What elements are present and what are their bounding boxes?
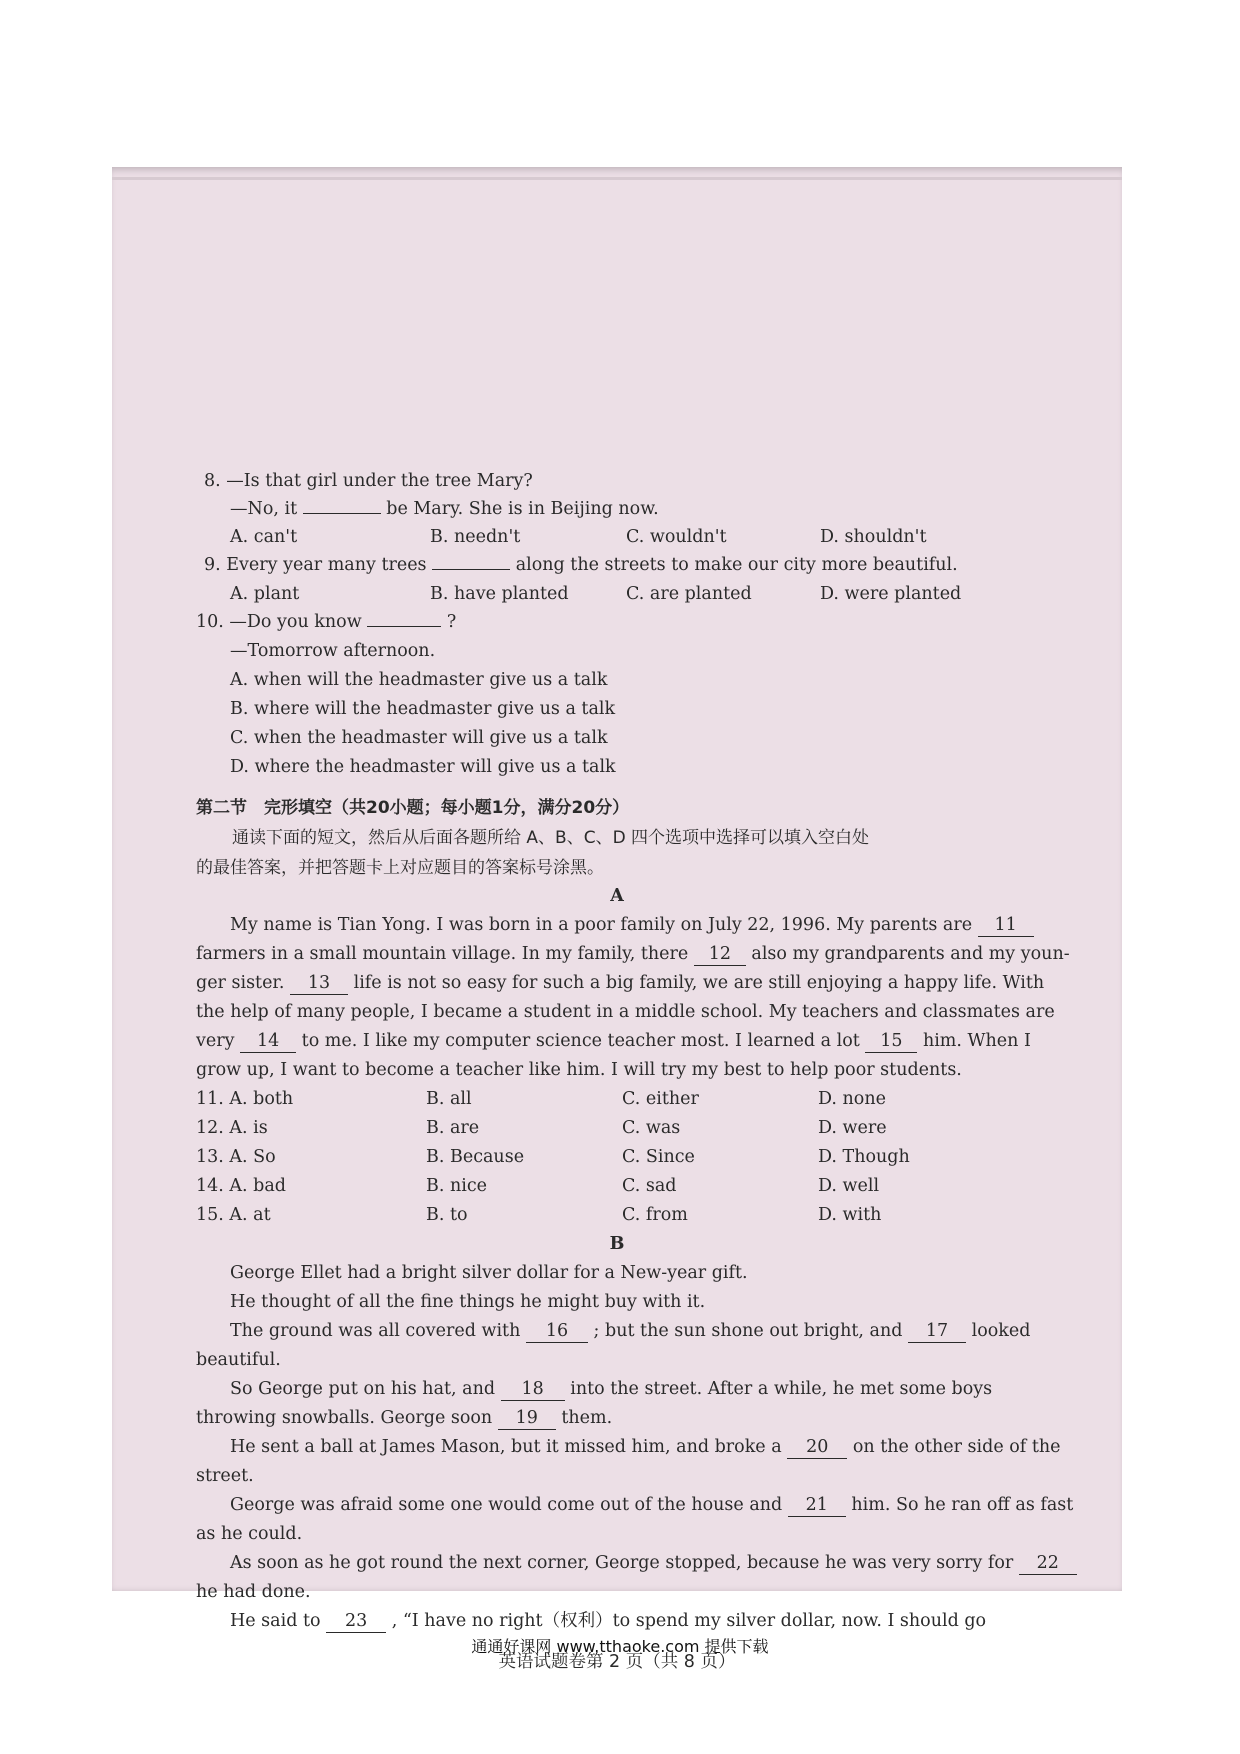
passage-b-p7: [230, 1552, 1077, 1575]
q10-option-c: C. when the headmaster will give us a talk: [230, 728, 608, 748]
passage-b-text: He sent a ball at James Mason, but it missed him, and broke a: [230, 1437, 782, 1457]
passage-b-p7-cont: he had done.: [196, 1582, 311, 1602]
blank-20: 20: [787, 1436, 847, 1459]
passage-b-text: them.: [561, 1408, 613, 1428]
choice-15-b: B. to: [426, 1205, 468, 1225]
passage-a-line-4: the help of many people, I became a student in a middle school. My teachers and classmates are: [196, 1002, 1055, 1022]
passage-a-line-1: [230, 914, 1034, 937]
q8-option-a: A. can't: [230, 527, 298, 547]
blank-11: 11: [978, 914, 1034, 937]
choice-14-d: D. well: [818, 1176, 880, 1196]
q8-answer-post: be Mary. She is in Beijing now.: [386, 499, 659, 519]
choice-11-a: 11. A. both: [196, 1089, 294, 1109]
q9-option-c: C. are planted: [626, 584, 752, 604]
passage-a-text: ger sister.: [196, 973, 285, 993]
passage-b-text: So George put on his hat, and: [230, 1379, 496, 1399]
passage-a-text: farmers in a small mountain village. In my family, there: [196, 944, 689, 964]
choice-14-c: C. sad: [622, 1176, 677, 1196]
passage-a-text: to me. I like my computer science teacher most. I learned a lot: [301, 1031, 860, 1051]
passage-b-p5: [230, 1436, 1060, 1459]
passage-a-line-6: grow up, I want to become a teacher like him. I will try my best to help poor students.: [196, 1060, 962, 1080]
passage-b-p3: [230, 1320, 1030, 1343]
q10-answer: —Tomorrow afternoon.: [230, 641, 436, 661]
q8-option-b: B. needn't: [430, 527, 521, 547]
choice-12-a: 12. A. is: [196, 1118, 268, 1138]
q8-stem: 8. —Is that girl under the tree Mary?: [204, 471, 533, 491]
blank-15: 15: [865, 1030, 917, 1053]
blank-23: 23: [326, 1610, 386, 1633]
q8-answer-line: [230, 498, 659, 520]
passage-b-text: into the street. After a while, he met some boys: [570, 1379, 993, 1399]
blank-16: 16: [526, 1320, 588, 1343]
choice-13-c: C. Since: [622, 1147, 695, 1167]
passage-b-p5-cont: street.: [196, 1466, 254, 1486]
choice-14-b: B. nice: [426, 1176, 488, 1196]
q9-blank: [432, 569, 510, 570]
choice-13-a: 13. A. So: [196, 1147, 276, 1167]
passage-b-p6-cont: as he could.: [196, 1524, 303, 1544]
passage-b-text: As soon as he got round the next corner, George stopped, because he was very sorry for: [230, 1553, 1014, 1573]
choice-12-c: C. was: [622, 1118, 681, 1138]
q9-stem-pre: 9. Every year many trees: [204, 555, 427, 575]
passage-a-line-2: [196, 943, 1070, 966]
q8-option-d: D. shouldn't: [820, 527, 927, 547]
choice-11-c: C. either: [622, 1089, 699, 1109]
choice-13-d: D. Though: [818, 1147, 910, 1167]
passage-b-p4: [230, 1378, 992, 1401]
passage-a-label: A: [610, 886, 624, 906]
q10-stem: [196, 611, 456, 633]
choice-15-a: 15. A. at: [196, 1205, 271, 1225]
q10-stem-pre: 10. —Do you know: [196, 612, 362, 632]
page-number-footer: 英语试题卷第 2 页（共 8 页）: [498, 1652, 736, 1672]
passage-b-text: him. So he ran off as fast: [851, 1495, 1074, 1515]
blank-13: 13: [290, 972, 348, 995]
passage-b-text: He said to: [230, 1611, 321, 1631]
q9-option-b: B. have planted: [430, 584, 569, 604]
blank-19: 19: [498, 1407, 556, 1430]
q9-stem: [204, 554, 958, 576]
passage-a-text: life is not so easy for such a big family, we are still enjoying a happy life. With: [353, 973, 1045, 993]
passage-a-text: very: [196, 1031, 235, 1051]
q10-option-a: A. when will the headmaster give us a talk: [230, 670, 608, 690]
q8-blank: [303, 513, 381, 514]
blank-21: 21: [788, 1494, 846, 1517]
q8-option-c: C. wouldn't: [626, 527, 727, 547]
passage-b-p8: [230, 1610, 986, 1633]
choice-12-b: B. are: [426, 1118, 480, 1138]
passage-a-text: My name is Tian Yong. I was born in a poor family on July 22, 1996. My parents are: [230, 915, 973, 935]
q9-option-a: A. plant: [230, 584, 300, 604]
section2-instructions-1: 通读下面的短文，然后从后面各题所给 A、B、C、D 四个选项中选择可以填入空白处: [232, 828, 870, 848]
q10-stem-post: ?: [446, 612, 457, 632]
q10-blank: [367, 626, 441, 627]
passage-b-text: looked: [971, 1321, 1031, 1341]
passage-b-label: B: [609, 1234, 625, 1254]
blank-12: 12: [694, 943, 746, 966]
blank-22: 22: [1019, 1552, 1077, 1575]
choice-11-d: D. none: [818, 1089, 886, 1109]
choice-15-d: D. with: [818, 1205, 882, 1225]
blank-18: 18: [501, 1378, 565, 1401]
q9-stem-post: along the streets to make our city more beautiful.: [515, 555, 958, 575]
choice-15-c: C. from: [622, 1205, 688, 1225]
section2-instructions-2: 的最佳答案，并把答题卡上对应题目的答案标号涂黑。: [196, 858, 604, 878]
passage-b-p6: [230, 1494, 1073, 1517]
choice-12-d: D. were: [818, 1118, 887, 1138]
choice-14-a: 14. A. bad: [196, 1176, 286, 1196]
choice-11-b: B. all: [426, 1089, 472, 1109]
passage-b-text: throwing snowballs. George soon: [196, 1408, 493, 1428]
passage-a-line-3: [196, 972, 1044, 995]
choice-13-b: B. Because: [426, 1147, 525, 1167]
blank-14: 14: [240, 1030, 296, 1053]
passage-a-text: him. When I: [922, 1031, 1031, 1051]
passage-b-text: The ground was all covered with: [230, 1321, 521, 1341]
blank-17: 17: [908, 1320, 966, 1343]
section2-heading: 第二节 完形填空（共20小题；每小题1分，满分20分）: [196, 798, 630, 818]
q10-option-b: B. where will the headmaster give us a talk: [230, 699, 616, 719]
q9-option-d: D. were planted: [820, 584, 962, 604]
passage-a-text: also my grandparents and my youn-: [751, 944, 1070, 964]
passage-b-text: ; but the sun shone out bright, and: [593, 1321, 903, 1341]
passage-b-text: on the other side of the: [852, 1437, 1061, 1457]
q8-answer-pre: —No, it: [230, 499, 298, 519]
passage-a-line-5: [196, 1030, 1031, 1053]
passage-b-p2: He thought of all the fine things he might buy with it.: [230, 1292, 706, 1312]
q10-option-d: D. where the headmaster will give us a talk: [230, 757, 616, 777]
passage-b-text: George was afraid some one would come out of the house and: [230, 1495, 783, 1515]
site-footer: 通通好课网 www.tthaoke.com 提供下载: [471, 1637, 769, 1656]
passage-b-p3-cont: beautiful.: [196, 1350, 281, 1370]
passage-b-p1: George Ellet had a bright silver dollar for a New-year gift.: [230, 1263, 748, 1283]
passage-b-p4-cont: [196, 1407, 612, 1430]
passage-b-text: , “I have no right（权利）to spend my silver dollar, now. I should go: [391, 1611, 987, 1631]
